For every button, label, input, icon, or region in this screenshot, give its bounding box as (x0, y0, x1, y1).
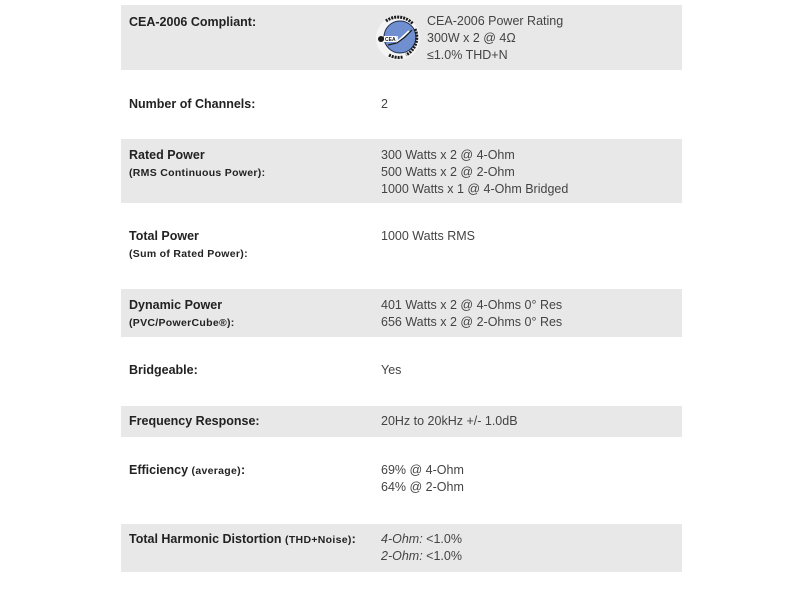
spec-row-number-of-channels (121, 70, 682, 139)
spec-label-text: Dynamic Power (129, 298, 223, 312)
spec-value (381, 289, 682, 337)
frequency-response-value: 20Hz to 20kHz +/- 1.0dB (381, 414, 518, 428)
spec-label-text: Total Harmonic Distortion (129, 532, 282, 546)
spec-label-text: Rated Power (129, 148, 205, 162)
spec-label-text: Efficiency (129, 463, 189, 477)
spec-label (121, 289, 381, 337)
thd-line (381, 548, 682, 565)
spec-sublabel: (Sum of Rated Power): (129, 248, 248, 260)
spec-label-text: Bridgeable: (129, 363, 198, 377)
cea-line: 300W x 2 @ 4Ω (427, 31, 516, 45)
spec-row-efficiency (121, 437, 682, 524)
thd-load: 2-Ohm: (381, 549, 423, 563)
spec-value (381, 139, 682, 203)
spec-value (381, 524, 682, 572)
spec-label-text: Number of Channels: (129, 97, 256, 111)
spec-row-dynamic-power (121, 289, 682, 337)
spec-row-rated-power (121, 139, 682, 203)
spec-value (381, 70, 682, 139)
cea-line: CEA-2006 Power Rating (427, 14, 564, 28)
spec-label-suffix: : (351, 532, 356, 546)
spec-row-cea-2006 (121, 5, 682, 70)
spec-value (381, 406, 682, 437)
cea-line: ≤1.0% THD+N (427, 48, 508, 62)
channels-value: 2 (381, 97, 388, 111)
spec-label-suffix: : (240, 463, 246, 477)
spec-label (121, 203, 381, 289)
efficiency-line: 69% @ 4-Ohm (381, 463, 464, 477)
svg-text:CEA: CEA (385, 37, 396, 43)
spec-label-text: Total Power (129, 229, 199, 243)
total-power-value: 1000 Watts RMS (381, 229, 476, 243)
bridgeable-value: Yes (381, 363, 402, 377)
spec-row-total-harmonic-distortion (121, 524, 682, 572)
spec-sublabel: (PVC/PowerCube®): (129, 317, 235, 329)
spec-row-total-power (121, 203, 682, 289)
spec-label (121, 70, 381, 139)
efficiency-line: 64% @ 2-Ohm (381, 480, 464, 494)
spec-sublabel: (THD+Noise) (285, 534, 352, 546)
spec-value (381, 5, 682, 70)
thd-load: 4-Ohm: (381, 532, 423, 546)
spec-label (121, 139, 381, 203)
spec-sublabel: (RMS Continuous Power): (129, 167, 266, 179)
rated-power-line: 500 Watts x 2 @ 2-Ohm (381, 165, 515, 179)
thd-line (381, 531, 682, 548)
dynamic-power-line: 656 Watts x 2 @ 2-Ohms 0° Res (381, 315, 563, 329)
spec-label (121, 524, 381, 572)
spec-value (381, 437, 682, 524)
spec-table (121, 5, 682, 572)
spec-label (121, 406, 381, 437)
rated-power-line: 300 Watts x 2 @ 4-Ohm (381, 148, 515, 162)
cea-2006-compliant-badge-icon (375, 15, 421, 61)
thd-value: <1.0% (422, 549, 462, 563)
thd-value: <1.0% (422, 532, 462, 546)
spec-label (121, 437, 381, 524)
spec-row-bridgeable (121, 337, 682, 406)
spec-row-frequency-response (121, 406, 682, 437)
spec-label-text: Frequency Response: (129, 414, 260, 428)
spec-label-text: CEA-2006 Compliant: (129, 15, 257, 29)
rated-power-line: 1000 Watts x 1 @ 4-Ohm Bridged (381, 182, 569, 196)
spec-sublabel: (average) (191, 465, 241, 477)
spec-label (121, 337, 381, 406)
spec-value (381, 203, 682, 289)
spec-label (121, 5, 381, 70)
dynamic-power-line: 401 Watts x 2 @ 4-Ohms 0° Res (381, 298, 563, 312)
spec-value (381, 337, 682, 406)
